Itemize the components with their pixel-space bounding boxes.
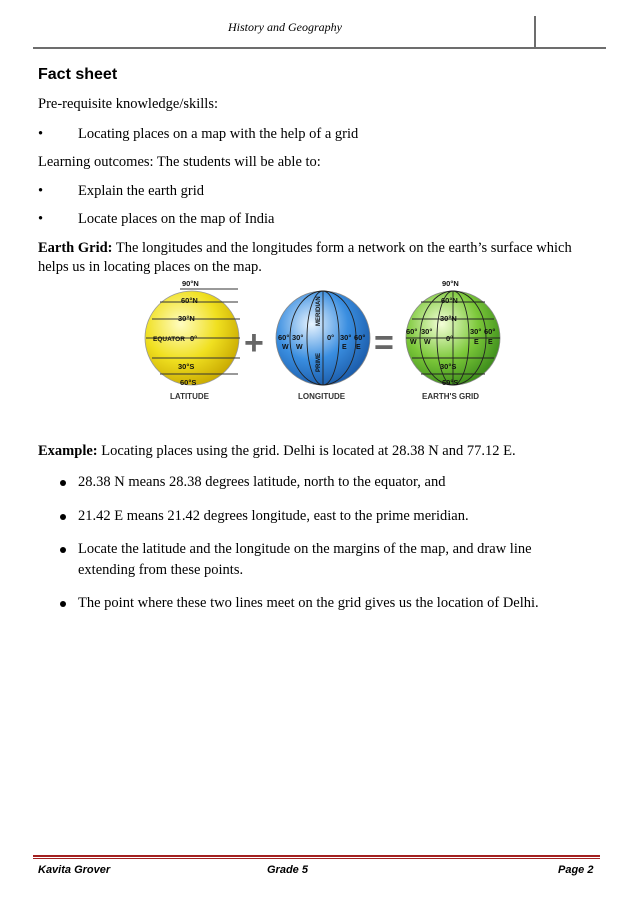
example-item: The point where these two lines meet on the grid gives us the location of Delhi. — [78, 595, 539, 611]
lon-w-label: W — [282, 344, 289, 351]
bullet-dot — [60, 547, 66, 553]
header-rule — [33, 47, 606, 49]
lon-e-label: E — [342, 344, 347, 351]
grid-60s-label: 60°S — [442, 378, 459, 387]
outcome-item: Explain the earth grid — [78, 183, 205, 199]
example-paragraph — [38, 442, 600, 461]
bullet-dot — [60, 480, 66, 486]
example-item: 21.42 E means 21.42 degrees longitude, east to the prime meridian. — [78, 508, 469, 524]
prime-label: PRIME — [316, 352, 322, 372]
grid-w-label: W — [410, 339, 417, 346]
fact-sheet-title: Fact sheet — [38, 66, 118, 83]
meridian-label: MERIDIAN — [316, 296, 322, 326]
longitude-globe — [276, 291, 370, 401]
page-header-title: History and Geography — [228, 20, 342, 34]
example-item: Locate the latitude and the longitude on the margins of the map, and draw line extending from these points. — [78, 541, 532, 578]
earth-grid-globe — [406, 279, 500, 401]
outcomes-label: Learning outcomes: The students will be able to: — [38, 154, 321, 170]
outcome-item: Locate places on the map of India — [78, 211, 275, 227]
lat-90n-label: 90°N — [182, 279, 199, 288]
lon-60e-label: 60° — [354, 333, 366, 342]
example-text: Locating places using the grid. Delhi is located at 28.38 N and 77.12 E. — [97, 443, 516, 459]
footer-rule — [33, 855, 600, 857]
lon-e-label: E — [356, 344, 361, 351]
grid-w-label: W — [424, 339, 431, 346]
lat-60n-label: 60°N — [181, 296, 198, 305]
grid-60n-label: 60°N — [441, 296, 458, 305]
earth-grid-text: The longitudes and the longitudes form a network on the earth’s surface which helps us in locating places on the map. — [38, 240, 572, 275]
footer-rule-thin — [33, 858, 600, 859]
grid-e-label: E — [474, 339, 479, 346]
earth-grid-figure — [140, 278, 510, 404]
grid-30s-label: 30°S — [440, 362, 457, 371]
grid-30e-label: 30° — [470, 327, 482, 336]
footer-grade: Grade 5 — [267, 864, 308, 876]
bullet-dot — [60, 601, 66, 607]
grid-60e-label: 60° — [484, 327, 496, 336]
prereq-item: Locating places on a map with the help of a grid — [78, 126, 359, 142]
lon-60w-label: 60° — [278, 333, 290, 342]
latitude-globe — [145, 279, 240, 401]
grid-30n-label: 30°N — [440, 314, 457, 323]
equator-label: EQUATOR — [153, 336, 185, 343]
plus-sign: + — [244, 324, 264, 362]
grid-30w-label: 30° — [421, 327, 433, 336]
earth-grid-paragraph — [38, 239, 600, 277]
lat-30n-label: 30°N — [178, 314, 195, 323]
footer-author: Kavita Grover — [38, 864, 111, 876]
lon-0-label: 0° — [327, 333, 335, 342]
latitude-caption: LATITUDE — [170, 392, 209, 401]
bullet-dot — [60, 514, 66, 520]
prereq-label: Pre-requisite knowledge/skills: — [38, 96, 219, 112]
grid-60w-label: 60° — [406, 327, 418, 336]
earth-grid-label: Earth Grid: — [38, 240, 113, 256]
lat-30s-label: 30°S — [178, 362, 195, 371]
grid-90n-label: 90°N — [442, 279, 459, 288]
longitude-caption: LONGITUDE — [298, 392, 346, 401]
bullet-marker: • — [38, 211, 44, 227]
bullet-marker: • — [38, 183, 44, 199]
grid-0-label: 0° — [446, 334, 454, 343]
lat-0-label: 0° — [190, 334, 198, 343]
lon-30e-label: 30° — [340, 333, 352, 342]
example-item: 28.38 N means 28.38 degrees latitude, north to the equator, and — [78, 474, 446, 490]
earth-grid-caption: EARTH'S GRID — [422, 392, 480, 401]
footer-page: Page 2 — [558, 864, 594, 876]
lat-60s-label: 60°S — [180, 378, 197, 387]
grid-e-label: E — [488, 339, 493, 346]
example-label: Example: — [38, 443, 98, 459]
equals-sign: = — [374, 324, 394, 362]
lon-30w-label: 30° — [292, 333, 304, 342]
bullet-marker: • — [38, 126, 44, 142]
header-divider-tick — [534, 16, 536, 48]
lon-w-label: W — [296, 344, 303, 351]
